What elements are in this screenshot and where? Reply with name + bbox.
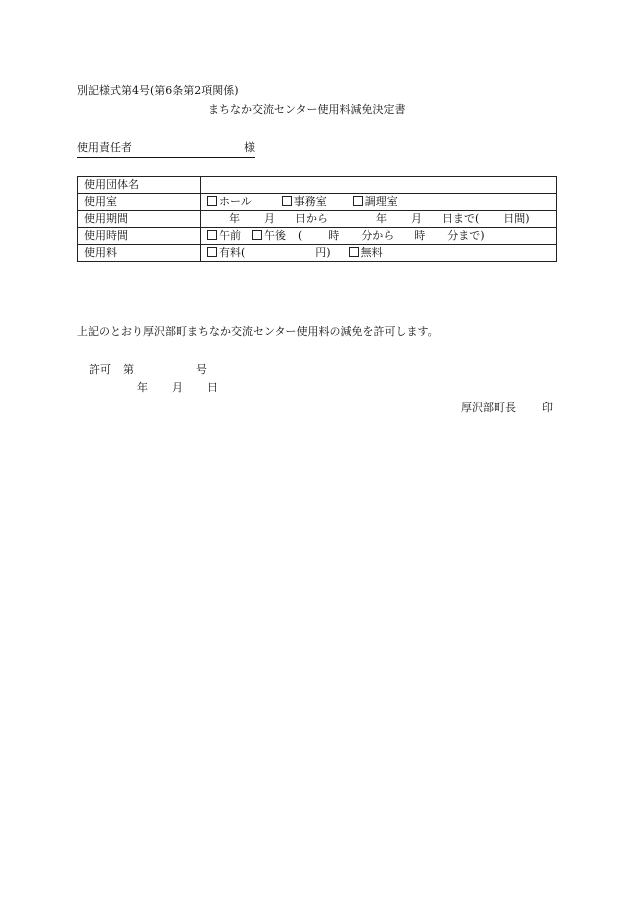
checkbox-hall[interactable] <box>207 196 217 206</box>
time-am: 午前 <box>219 229 241 242</box>
checkbox-am[interactable] <box>207 230 217 240</box>
checkbox-kitchen[interactable] <box>353 196 363 206</box>
signer-line <box>461 402 553 413</box>
option-hall: ホール <box>219 195 252 208</box>
date-year: 年 <box>137 381 148 394</box>
date-month: 月 <box>172 381 183 394</box>
form-number: 別記様式第4号(第6条第2項関係) <box>77 84 239 97</box>
time-hour-2: 時 <box>414 229 426 242</box>
room-label: 使用室 <box>78 194 201 211</box>
time-min-from: 分から <box>361 229 395 242</box>
checkbox-office[interactable] <box>282 196 292 206</box>
recipient-label: 使用責任者 <box>77 141 132 154</box>
room-options <box>201 194 557 211</box>
group-label: 使用団体名 <box>78 177 201 194</box>
recipient-suffix: 様 <box>244 141 255 154</box>
time-label: 使用時間 <box>78 228 201 245</box>
period-days: 日間) <box>503 212 530 225</box>
time-hour: 時 <box>328 229 340 242</box>
table-row-time <box>78 228 557 245</box>
time-value <box>201 228 557 245</box>
checkbox-paid[interactable] <box>207 247 217 257</box>
time-pm: 午後 <box>264 229 286 242</box>
permit-number-line <box>89 364 207 375</box>
date-day: 日 <box>207 381 218 394</box>
approval-statement: 上記のとおり厚沢部町まちなか交流センター使用料の減免を許可します。 <box>77 325 439 338</box>
fee-free: 無料 <box>360 246 383 259</box>
recipient-line <box>77 142 255 158</box>
fee-value <box>201 245 557 262</box>
period-year-2: 年 <box>376 212 387 225</box>
permit-dai: 第 <box>123 363 134 376</box>
table-row-period <box>78 211 557 228</box>
period-month-2: 月 <box>411 212 422 225</box>
table-row-room <box>78 194 557 211</box>
time-open-paren: ( <box>298 229 303 242</box>
signer-title: 厚沢部町長 <box>461 401 516 414</box>
date-line <box>137 382 218 393</box>
period-day-to: 日まで( <box>442 212 480 225</box>
group-value <box>201 177 557 194</box>
fee-yen: 円) <box>315 246 331 259</box>
period-month: 月 <box>264 212 275 225</box>
permit-gou: 号 <box>196 363 207 376</box>
table-row-group <box>78 177 557 194</box>
period-value <box>201 211 557 228</box>
table-row-fee <box>78 245 557 262</box>
time-min-to: 分まで) <box>447 229 485 242</box>
usage-table <box>77 176 557 262</box>
checkbox-free[interactable] <box>349 247 359 257</box>
period-day-from: 日から <box>295 212 328 225</box>
seal-mark: 印 <box>542 401 553 414</box>
option-office: 事務室 <box>293 195 327 208</box>
fee-label: 使用料 <box>78 245 201 262</box>
period-year: 年 <box>229 212 240 225</box>
period-label: 使用期間 <box>78 211 201 228</box>
permit-label: 許可 <box>89 363 111 376</box>
fee-paid: 有料( <box>219 246 246 259</box>
document-title: まちなか交流センター使用料減免決定書 <box>208 103 406 116</box>
option-kitchen: 調理室 <box>364 195 398 208</box>
checkbox-pm[interactable] <box>252 230 262 240</box>
